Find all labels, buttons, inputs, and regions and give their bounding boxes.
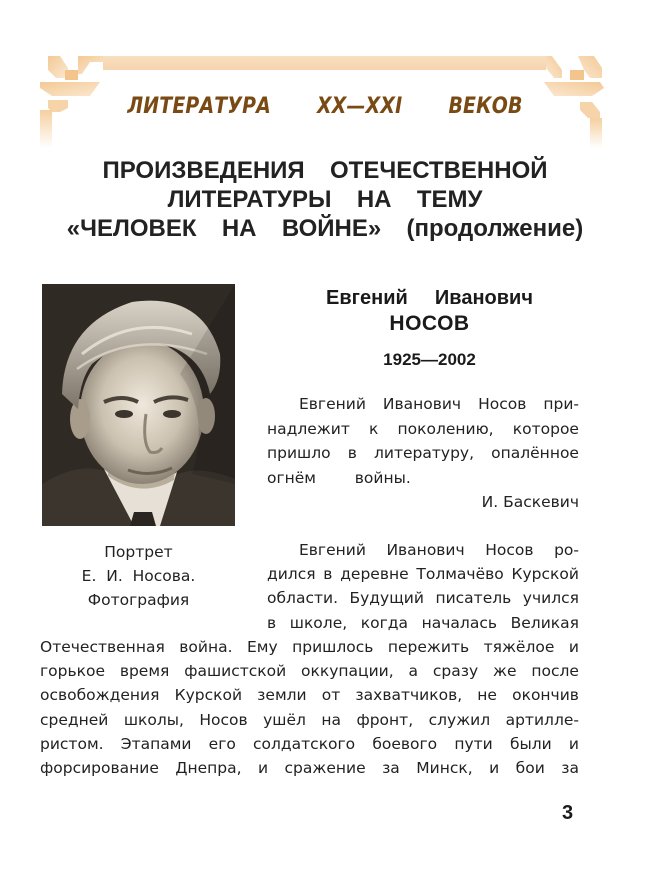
word: тяжёлое	[483, 638, 555, 656]
caption-line: Портрет	[104, 543, 173, 561]
word: после	[531, 662, 579, 681]
body-line	[267, 586, 579, 610]
word: в	[323, 565, 333, 584]
body-line	[267, 611, 579, 635]
word: же	[493, 662, 517, 681]
word: солдатского	[253, 734, 356, 753]
word: ушёл	[263, 710, 306, 729]
word: области.	[267, 589, 338, 608]
word: его	[208, 734, 236, 753]
word: ро-	[554, 541, 579, 559]
word: бои	[515, 759, 545, 778]
word: учился	[522, 589, 579, 608]
word: Толмачёво	[416, 565, 504, 584]
word: за	[561, 759, 579, 778]
word: и	[489, 759, 500, 778]
word: поколению,	[397, 419, 494, 438]
portrait-caption	[42, 540, 235, 612]
author-first-names: Евгений Иванович	[326, 287, 533, 309]
word: огнём	[267, 468, 316, 487]
word: и	[568, 734, 579, 753]
epigraph-line	[267, 466, 579, 491]
word: Носов	[199, 710, 248, 729]
author-heading	[262, 285, 597, 337]
word: началась	[421, 613, 497, 632]
portrait-photo-icon	[42, 284, 235, 526]
caption-line: Фотография	[87, 591, 190, 609]
word: в	[347, 444, 357, 462]
word: когда	[360, 613, 409, 632]
word: Этапами	[120, 734, 192, 753]
word: Будущий	[349, 589, 424, 608]
word: Курской	[174, 686, 243, 705]
header-banner-bar	[103, 56, 546, 70]
caption-line: Е. И. Носова.	[81, 567, 196, 585]
word: форсирование	[40, 759, 159, 778]
word: школе,	[289, 613, 348, 632]
author-portrait	[42, 284, 235, 526]
word: которое	[512, 419, 579, 438]
word: фронт,	[356, 710, 414, 729]
page-number: 3	[562, 802, 574, 824]
word: Отечественная	[40, 638, 165, 656]
section-title: ЛИТЕРАТУРА XX—XXI ВЕКОВ	[127, 94, 523, 119]
word: пришло	[267, 444, 331, 462]
word: Минск,	[416, 759, 473, 778]
word: земли	[257, 686, 307, 705]
page-title-line: ЛИТЕРАТУРЫ НА ТЕМУ	[167, 186, 483, 213]
word: к	[369, 419, 379, 438]
epigraph-line	[267, 417, 579, 442]
word: Евгений	[299, 395, 366, 413]
word: пережить	[387, 638, 470, 656]
word: Носов	[478, 395, 527, 413]
word: служил	[428, 710, 491, 729]
word: Ему	[246, 638, 278, 656]
word: Иванович	[386, 541, 465, 559]
word: писатель	[435, 589, 512, 608]
word: на	[321, 710, 342, 729]
word: в	[267, 613, 277, 632]
page-title-line: «ЧЕЛОВЕК НА ВОЙНЕ» (продолжение)	[66, 215, 584, 242]
body-line	[40, 683, 579, 707]
word: освобождения	[40, 686, 160, 705]
word: средней	[40, 710, 109, 729]
epigraph	[267, 392, 579, 490]
word: окончив	[512, 686, 579, 705]
word: за	[382, 759, 400, 778]
word: при-	[543, 395, 579, 413]
author-years: 1925—2002	[383, 350, 476, 369]
body-line	[40, 732, 579, 756]
word: войны.	[354, 468, 411, 487]
word: деревне	[340, 565, 409, 584]
body-line	[267, 562, 579, 586]
word: Великая	[510, 613, 579, 632]
word: горькое	[40, 662, 105, 681]
body-line	[267, 538, 579, 562]
word: Днепра,	[175, 759, 242, 778]
word: сражение	[284, 759, 366, 778]
word: фашистской	[184, 662, 287, 681]
author-surname: НОСОВ	[389, 312, 470, 335]
word: сразу	[432, 662, 479, 681]
word: были	[509, 734, 552, 753]
epigraph-attribution: И. Баскевич	[481, 493, 579, 511]
body-line	[40, 708, 579, 732]
word: Евгений	[299, 541, 366, 559]
word: не	[477, 686, 497, 705]
word: захватчиков,	[355, 686, 463, 705]
word: Курской	[511, 565, 579, 584]
word: пути	[454, 734, 493, 753]
epigraph-line	[267, 392, 579, 417]
word: школы,	[123, 710, 184, 729]
page-title	[0, 156, 650, 243]
word: Иванович	[382, 395, 462, 413]
epigraph-line	[267, 441, 579, 466]
word: боевого	[372, 734, 438, 753]
page-title-line: ПРОИЗВЕДЕНИЯ ОТЕЧЕСТВЕННОЙ	[102, 157, 548, 184]
word: Носов	[485, 541, 534, 559]
word: артилле-	[505, 710, 579, 729]
word: война.	[179, 638, 233, 656]
word: а	[408, 662, 419, 681]
word: опалённое	[491, 444, 579, 462]
word: время	[119, 662, 170, 681]
word: от	[321, 686, 341, 705]
word: и	[257, 759, 269, 778]
word: ристом.	[40, 734, 104, 753]
body-paragraph-wide	[40, 635, 579, 780]
word: дился	[267, 565, 316, 584]
word: надлежит	[267, 419, 350, 438]
body-paragraph-narrow	[267, 538, 579, 635]
body-line	[40, 756, 579, 780]
word: пришлось	[292, 638, 374, 656]
word: литературу,	[373, 444, 475, 462]
word: и	[568, 638, 579, 656]
body-line	[40, 635, 579, 659]
word: оккупации,	[301, 662, 394, 681]
body-line	[40, 659, 579, 683]
